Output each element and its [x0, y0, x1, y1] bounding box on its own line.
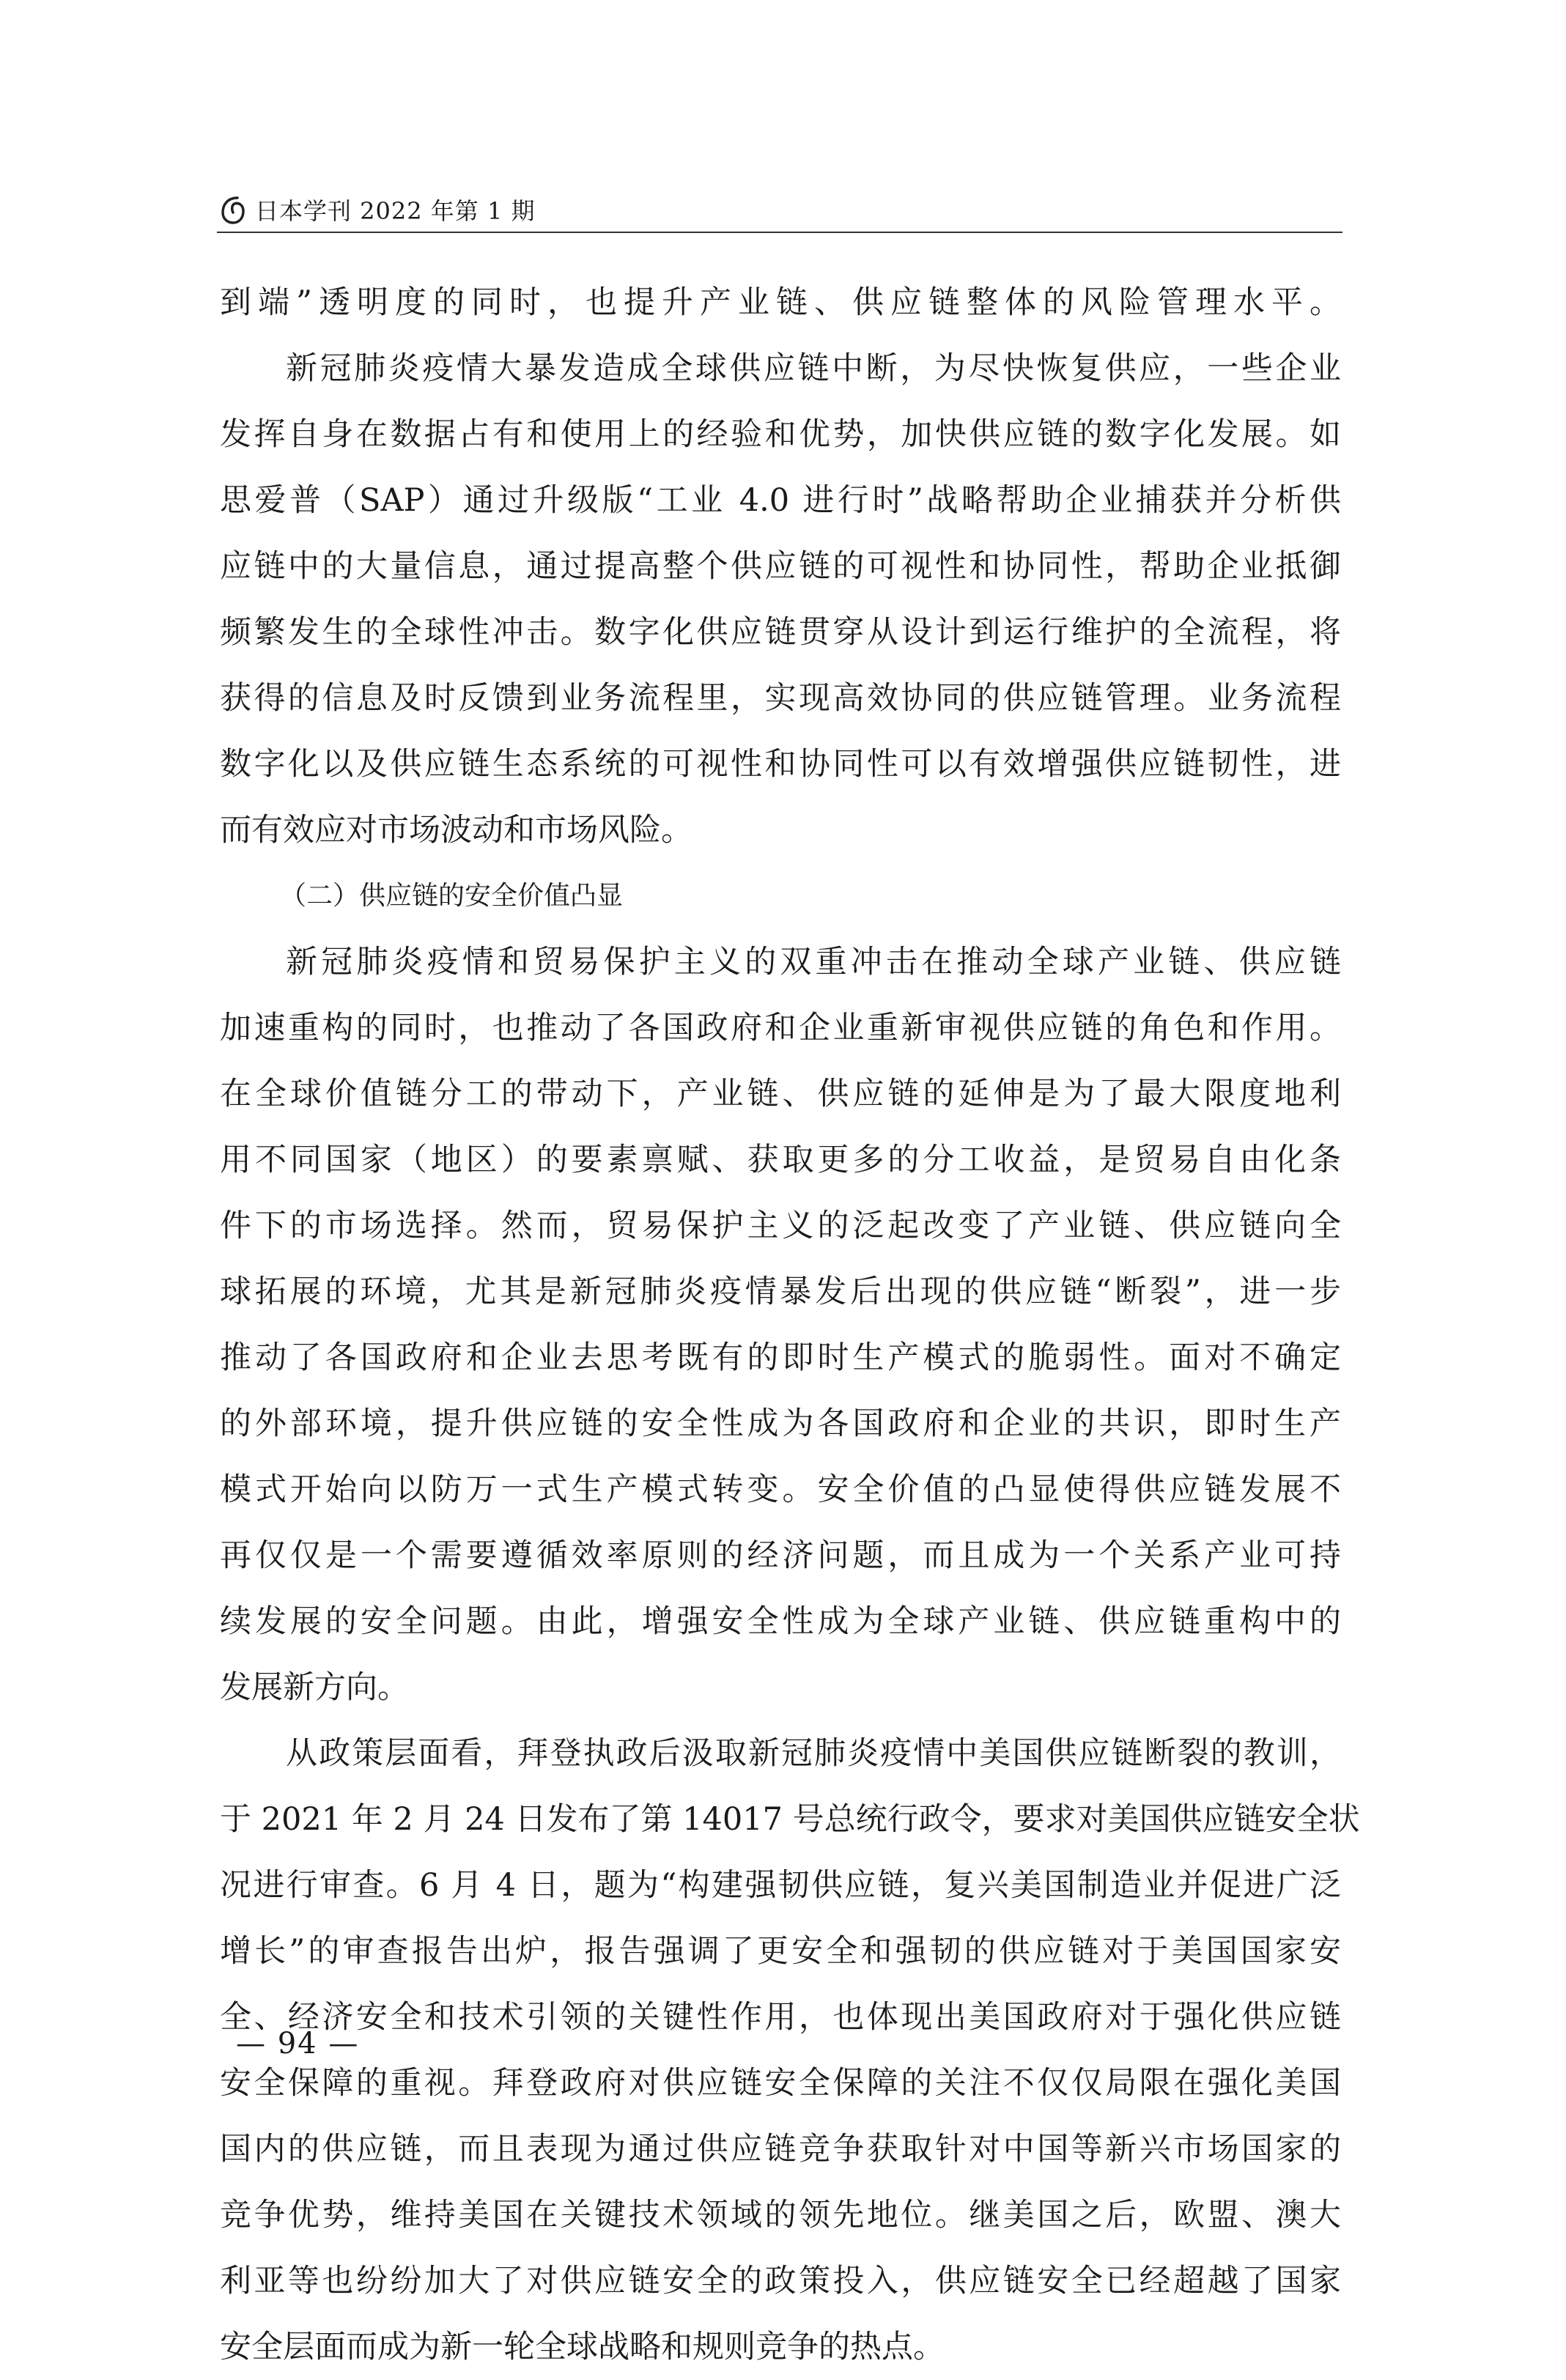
text-line: 球拓展的环境，尤其是新冠肺炎疫情暴发后出现的供应链“断裂”，进一步 [220, 1274, 1341, 1310]
text-line: 获得的信息及时反馈到业务流程里，实现高效协同的供应链管理。业务流程 [220, 680, 1341, 717]
journal-logo-icon [220, 193, 246, 226]
text-line: 数字化以及供应链生态系统的可视性和协同性可以有效增强供应链韧性，进 [220, 746, 1341, 783]
text-line: 用不同国家（地区）的要素禀赋、获取更多的分工收益，是贸易自由化条 [220, 1142, 1341, 1178]
text-line: 安全保障的重视。拜登政府对供应链安全保障的关注不仅仅局限在强化美国 [220, 2065, 1341, 2102]
text-line: 从政策层面看，拜登执政后汲取新冠肺炎疫情中美国供应链断裂的教训， [286, 1735, 1341, 1772]
article-body [220, 270, 1360, 2380]
page-number: — 94 — [236, 2027, 360, 2061]
text-line: 国内的供应链，而且表现为通过供应链竞争获取针对中国等新兴市场国家的 [220, 2131, 1341, 2168]
text-line: 续发展的安全问题。由此，增强安全性成为全球产业链、供应链重构中的 [220, 1603, 1341, 1640]
text-line: 利亚等也纷纷加大了对供应链安全的政策投入，供应链安全已经超越了国家 [220, 2263, 1341, 2299]
text-line: 增长”的审查报告出炉，报告强调了更安全和强韧的供应链对于美国国家安 [220, 1933, 1341, 1970]
text-line: 思爱普（SAP）通过升级版“工业 4.0 进行时”战略帮助企业捕获并分析供 [220, 482, 1341, 519]
text-line: 再仅仅是一个需要遵循效率原则的经济问题，而且成为一个关系产业可持 [220, 1537, 1341, 1574]
section-heading: （二）供应链的安全价值凸显 [280, 881, 624, 911]
text-line: 安全层面而成为新一轮全球战略和规则竞争的热点。 [220, 2329, 945, 2365]
text-line: 加速重构的同时，也推动了各国政府和企业重新审视供应链的角色和作用。 [220, 1010, 1341, 1046]
text-line: 推动了各国政府和企业去思考既有的即时生产模式的脆弱性。面对不确定 [220, 1339, 1341, 1376]
text-line: 发展新方向。 [220, 1669, 409, 1706]
text-line: 应链中的大量信息，通过提高整个供应链的可视性和协同性，帮助企业抵御 [220, 548, 1341, 585]
text-line: 到端”透明度的同时，也提升产业链、供应链整体的风险管理水平。 [220, 284, 1341, 321]
text-line: 而有效应对市场波动和市场风险。 [220, 812, 692, 849]
header-rule [217, 232, 1342, 233]
text-line: 件下的市场选择。然而，贸易保护主义的泛起改变了产业链、供应链向全 [220, 1208, 1341, 1244]
text-line: 况进行审查。6 月 4 日，题为“构建强韧供应链，复兴美国制造业并促进广泛 [220, 1867, 1341, 1904]
text-line: 发挥自身在数据占有和使用上的经验和优势，加快供应链的数字化发展。如 [220, 416, 1341, 453]
journal-header-text: 日本学刊 2022 年第 1 期 [255, 197, 536, 225]
text-line: 竞争优势，维持美国在关键技术领域的领先地位。继美国之后，欧盟、澳大 [220, 2197, 1341, 2233]
text-line: 新冠肺炎疫情和贸易保护主义的双重冲击在推动全球产业链、供应链 [286, 944, 1341, 980]
running-header [220, 188, 536, 232]
text-line: 的外部环境，提升供应链的安全性成为各国政府和企业的共识，即时生产 [220, 1405, 1341, 1442]
text-line: 模式开始向以防万一式生产模式转变。安全价值的凸显使得供应链发展不 [220, 1471, 1341, 1508]
text-line: 全、经济安全和技术引领的关键性作用，也体现出美国政府对于强化供应链 [220, 1999, 1341, 2036]
text-line: 新冠肺炎疫情大暴发造成全球供应链中断，为尽快恢复供应，一些企业 [286, 350, 1341, 387]
text-line: 在全球价值链分工的带动下，产业链、供应链的延伸是为了最大限度地利 [220, 1076, 1341, 1112]
text-line: 频繁发生的全球性冲击。数字化供应链贯穿从设计到运行维护的全流程，将 [220, 614, 1341, 651]
text-line: 于 2021 年 2 月 24 日发布了第 14017 号总统行政令，要求对美国供应链安全状 [220, 1801, 1360, 1838]
